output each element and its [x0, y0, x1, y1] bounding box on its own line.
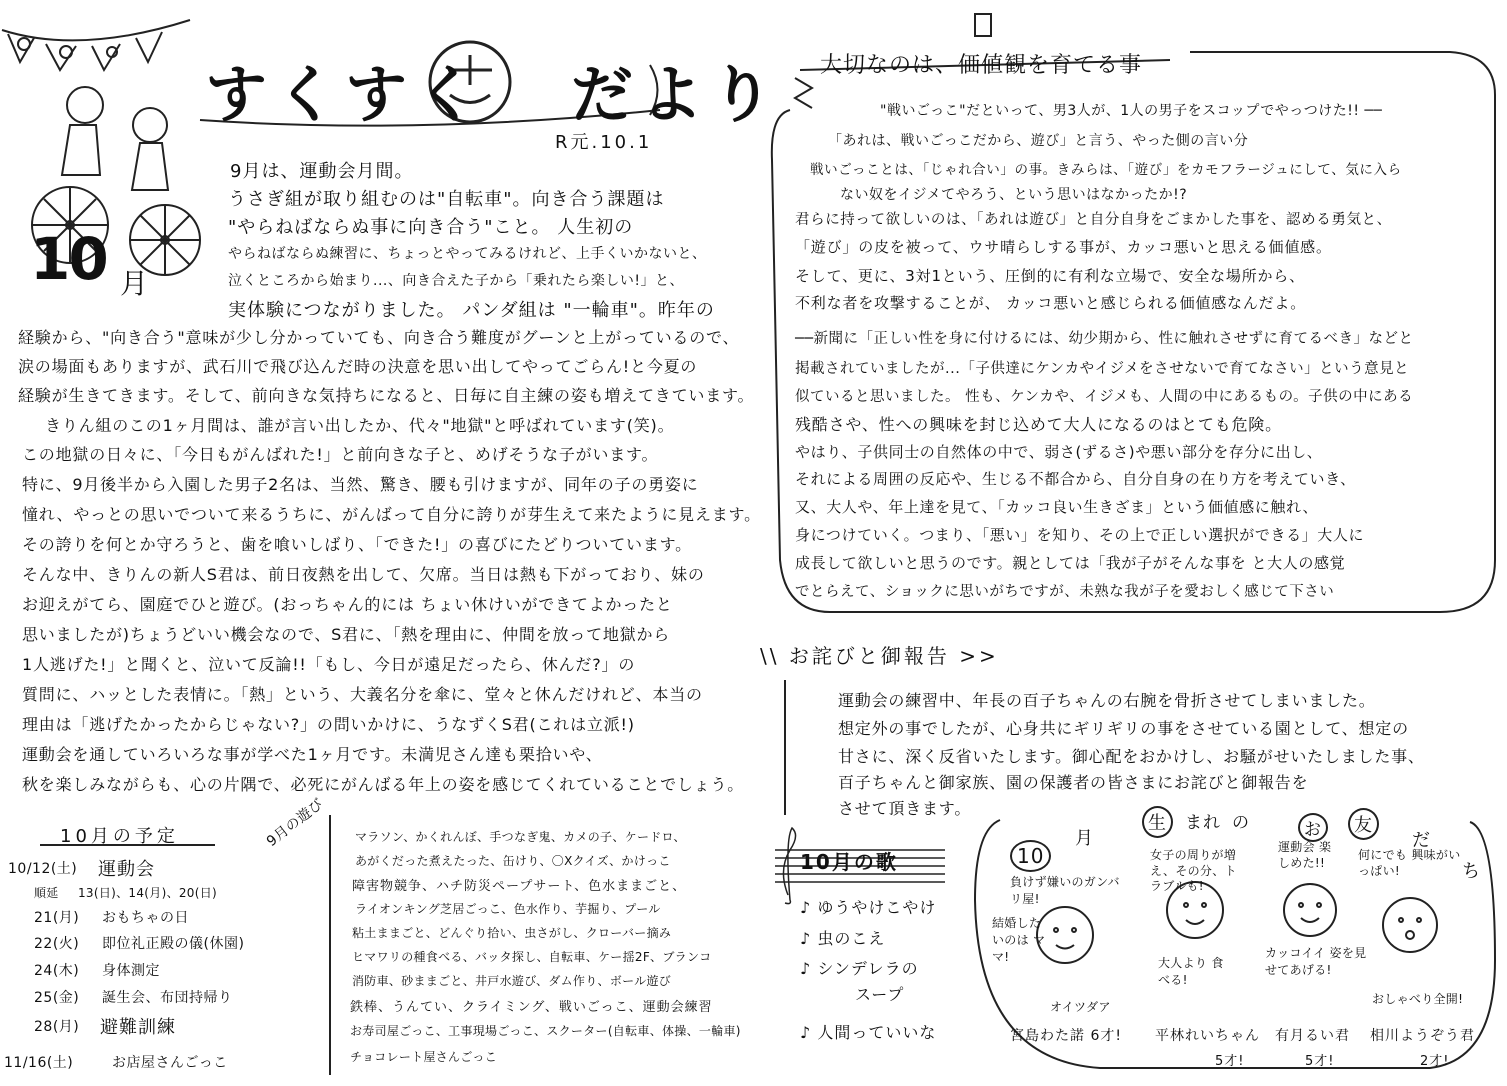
left-line: きりん組のこの1ヶ月間は、誰が言い出したか、代々"地獄"と呼ばれています(笑)。 — [45, 416, 675, 435]
play-line: お寿司屋ごっこ、工事現場ごっこ、スクーター(自転車、体操、一輪車) — [350, 1024, 741, 1038]
music-note-icon: ♪ — [800, 929, 812, 948]
kid-name: 平林れいちゃん — [1155, 1028, 1260, 1044]
schedule-date: 順延 — [34, 886, 59, 900]
left-line: うさぎ組が取り組むのは"自転車"。向き合う課題は — [228, 189, 665, 210]
title-left: すくすく — [205, 58, 486, 131]
apology-line: させて頂きます。 — [838, 799, 972, 818]
apology-bracket-left: \\ — [760, 644, 789, 668]
left-line: その誇りを何とか守ろうと、歯を喰いしばり、「できた!」の喜びにたどりついています。 — [22, 535, 692, 554]
right-line: 「あれは、戦いごっこだから、遊び」と言う、やった側の言い分 — [828, 133, 1249, 149]
left-line: この地獄の日々に、「今日もがんばれた!」と前向きな子と、めげそうな子がいます。 — [22, 445, 659, 464]
kid-age: 2才! — [1420, 1054, 1450, 1069]
play-line: 障害物競争、ハチ防災ペープサート、色水ままごと、 — [352, 879, 687, 894]
right-line: ない奴をイジメてやろう、という思いはなかったか!? — [840, 187, 1188, 203]
birthday-title-char: 生 — [1142, 806, 1173, 838]
schedule-event: 誕生会、布団持帰り — [102, 990, 233, 1006]
kid-age: 5才! — [1215, 1054, 1245, 1069]
song-item — [800, 926, 885, 949]
left-line: 9月は、運動会月間。 — [230, 161, 414, 182]
left-line: 実体験につながりました。 パンダ組は "一輪車"。昨年の — [228, 300, 715, 321]
right-line: やはり、子供同士の自然体の中で、弱さ(ずるさ)や悪い部分を存分に出し、 — [795, 443, 1323, 461]
kid-wish: 大人より 食べる! — [1158, 956, 1224, 987]
play-line: チョコレート屋さんごっこ — [350, 1050, 498, 1064]
kid-quote: 女子の周りが増え、その分、トラブルも! — [1150, 848, 1237, 894]
schedule-event: 13(日)、14(月)、20(日) — [78, 886, 217, 900]
left-line: やらねばならぬ練習に、ちょっとやってみるけれど、上手くいかないと、 — [228, 246, 707, 262]
songs-title: 10月の歌 — [800, 850, 898, 874]
schedule-date: 21(月) — [34, 910, 80, 926]
right-line: 似ていると思いました。 性も、ケンカや、イジメも、人間の中にあるもの。子供の中にある — [795, 389, 1414, 405]
play-line: マラソン、かくれんぼ、手つなぎ鬼、カメの子、ケードロ、 — [355, 830, 686, 844]
issue-date: R元.10.1 — [555, 132, 653, 153]
right-line: そして、更に、3対1という、圧倒的に有利な立場で、安全な場所から、 — [795, 267, 1305, 285]
left-line: 泣くところから始まり...、向き合えた子から「乗れたら楽しい!」と、 — [228, 273, 684, 289]
left-line: 1人逃げた!」と聞くと、泣いて反論!!「もし、今日が遠足だったら、休んだ?」の — [22, 655, 636, 674]
right-line: 残酷さや、性への興味を封じ込めて大人になるのはとても危険。 — [795, 415, 1282, 434]
schedule-event: おもちゃの日 — [102, 910, 189, 926]
kid-quote: 運動会 楽しめた!! — [1278, 840, 1332, 870]
left-line: 特に、9月後半から入園した男子2名は、当然、驚き、腰も引けますが、同年の子の勇姿に — [22, 475, 699, 494]
right-line: 戦いごっことは、「じゃれ合い」の事。きみらは、「遊び」をカモフラージュにして、気に入ら — [810, 162, 1402, 178]
right-line: "戦いごっこ"だといって、男3人が、1人の男子をスコップでやっつけた!! ── — [880, 103, 1383, 119]
schedule-date: 25(金) — [34, 990, 80, 1006]
apology-line: 甘さに、深く反省いたします。御心配をおかけし、お騒がせいたしました事、 — [838, 747, 1425, 766]
left-line: 理由は「逃げたかったからじゃない?」の問いかけに、うなずくS君(これは立派!) — [22, 715, 635, 734]
birthday-title-char: 10 — [1010, 840, 1051, 872]
kid-wish: おしゃべり全開! — [1372, 992, 1464, 1006]
left-line: 秋を楽しみながらも、心の片隅で、必死にがんばる年上の姿を感じてくれていることでしょう。 — [22, 775, 745, 794]
right-line: 掲載されていましたが...「子供達にケンカやイジメをさせないで育てなさい」という意見と — [795, 361, 1410, 377]
song-item — [800, 956, 919, 979]
play-line: 粘土ままごと、どんぐり拾い、虫さがし、クローバー摘み — [352, 926, 672, 940]
schedule-date: 10/12(土) — [8, 861, 78, 877]
left-line: お迎えがてら、園庭でひと遊び。(おっちゃん的には ちょい休けいができてよかったと — [22, 595, 673, 614]
right-heading: 大切なのは、価値観を育てる事 — [820, 53, 1143, 78]
left-line: 憧れ、やっとの思いでついて来るうちに、がんばって自分に誇りが芽生えて来たように見えます。 — [22, 505, 761, 524]
right-line: それによる周囲の反応や、生じる不都合から、自分自身の在り方を考えていき、 — [795, 470, 1356, 488]
play-line: 消防車、砂ままごと、井戸水遊び、ダム作り、ボール遊び — [352, 974, 672, 988]
birthday-title-char: お — [1298, 813, 1328, 842]
kid-quote: 負けず嫌いのガンバリ屋! — [1010, 875, 1120, 906]
month-kanji: 月 — [120, 267, 150, 300]
left-line: 運動会を通していろいろな事が学べた1ヶ月です。未満児さん達も栗拾いや、 — [22, 745, 603, 764]
schedule-date: 11/16(土) — [4, 1055, 74, 1071]
birthday-title-char: だ — [1412, 830, 1431, 851]
right-line: でとらえて、ショックに思いがちですが、未熟な我が子を愛おしく感じて下さい — [795, 584, 1335, 600]
song-name: スープ — [855, 985, 905, 1004]
apology-bracket-right: >> — [949, 644, 999, 668]
apology-line: 百子ちゃんと御家族、園の保護者の皆さまにお詫びと御報告を — [838, 773, 1309, 792]
song-name: 人間っていいな — [817, 1023, 937, 1042]
right-line: ──新聞に「正しい性を身に付けるには、幼少期から、性に触れさせずに育てるべき」などと — [795, 331, 1414, 347]
title-right: だより — [571, 58, 782, 131]
schedule-date: 22(火) — [34, 936, 80, 952]
song-name: ゆうやけこやけ — [817, 898, 937, 917]
kid-name: 相川ようぞう君 — [1370, 1028, 1475, 1044]
play-line: あがくだった煮えたった、缶けり、〇Xクイズ、かけっこ — [355, 854, 671, 868]
kid-name: 宮島わた諾 6才! — [1010, 1028, 1122, 1044]
newsletter-title — [205, 45, 781, 134]
play-title: 9月の遊び — [263, 795, 327, 850]
song-name: 虫のこえ — [817, 929, 886, 948]
right-line: 君らに持って欲しいのは、「あれは遊び」と自分自身をごまかした事を、認める勇気と、 — [795, 212, 1392, 228]
left-line: 質問に、ハッとした表情に。「熱」という、大義名分を傘に、堂々と休んだけれど、本当の — [22, 685, 703, 704]
right-line: 成長して欲しいと思うのです。親としては「我が子がそんな事を と大人の感覚 — [795, 554, 1346, 572]
right-line: 身につけていく。つまり、「悪い」を知り、その上で正しい選択ができる」大人に — [795, 526, 1365, 544]
right-line: 又、大人や、年上達を見て、「カッコ良い生きざま」という価値感に触れ、 — [795, 498, 1319, 516]
birthday-title-char: の — [1232, 813, 1250, 833]
music-note-icon: ♪ — [800, 1023, 812, 1042]
left-line: "やらねばならぬ事に向き合う"こと。 人生初の — [228, 217, 634, 238]
schedule-date: 28(月) — [34, 1019, 80, 1035]
left-line: 涙の場面もありますが、武石川で飛び込んだ時の決意を思い出してやってごらん!と今夏の — [18, 357, 698, 376]
kid-quote: 何にでも 興味がいっぱい! — [1358, 848, 1461, 878]
birthday-title-char: 友 — [1348, 808, 1379, 840]
birthday-title-char: ち — [1462, 861, 1481, 882]
schedule-title: 10月の予定 — [60, 826, 179, 847]
play-line: ヒマワリの種食べる、バッタ探し、自転車、ケー揺2F、ブランコ — [352, 950, 712, 964]
schedule-date: 24(木) — [34, 963, 80, 979]
kid-name: 有月るい君 — [1275, 1028, 1350, 1044]
kid-wish: カッコイイ 姿を見せてあげる! — [1265, 946, 1367, 977]
birthday-title-char: まれ — [1185, 813, 1221, 833]
schedule-event: 即位礼正殿の儀(休園) — [102, 936, 245, 952]
song-item — [800, 1020, 936, 1043]
kid-wish: 結婚したいのは ママ! — [992, 916, 1046, 964]
apology-heading — [760, 640, 999, 669]
kid-age: 5才! — [1305, 1054, 1335, 1069]
play-line: ライオンキング芝居ごっこ、色水作り、芋掘り、プール — [355, 902, 661, 916]
birthday-title-char: 月 — [1075, 828, 1094, 849]
apology-line: 運動会の練習中、年長の百子ちゃんの右腕を骨折させてしまいました。 — [838, 691, 1376, 710]
month-number: 10 — [30, 225, 107, 293]
left-line: 経験から、"向き合う"意味が少し分かっていても、向き合う難度がグーンと上がっているので、 — [18, 328, 740, 347]
schedule-event: お店屋さんごっこ — [112, 1055, 228, 1071]
apology-title: お詫びと御報告 — [788, 644, 950, 668]
song-name: シンデレラの — [817, 959, 919, 978]
play-line: 鉄棒、うんてい、クライミング、戦いごっこ、運動会練習 — [350, 1000, 713, 1015]
kid-extra: オイツダア — [1050, 1000, 1111, 1014]
right-line: 「遊び」の皮を被って、ウサ晴らしする事が、カッコ悪いと思える価値感。 — [795, 238, 1332, 256]
left-line: そんな中、きりんの新人S君は、前日夜熱を出して、欠席。当日は熱も下がっており、妹の — [22, 565, 705, 584]
bunting-flags-icon — [2, 20, 190, 70]
music-note-icon: ♪ — [800, 898, 812, 917]
right-line: 不利な者を攻撃することが、 カッコ悪いと感じられる価値感なんだよ。 — [795, 294, 1307, 312]
schedule-event: 身体測定 — [102, 963, 160, 979]
left-line: 思いましたが)ちょうどいい機会なので、S君に、「熱を理由に、仲間を放って地獄から — [22, 625, 671, 644]
schedule-event: 避難訓練 — [100, 1017, 176, 1038]
song-item — [800, 895, 936, 918]
music-note-icon: ♪ — [800, 959, 812, 978]
schedule-event: 運動会 — [98, 859, 155, 880]
apology-line: 想定外の事でしたが、心身共にギリギリの事をさせている園として、想定の — [838, 719, 1409, 738]
left-line: 経験が生きてきます。そして、前向きな気持ちになると、日毎に自主練の姿も増えてきています。 — [18, 386, 755, 405]
